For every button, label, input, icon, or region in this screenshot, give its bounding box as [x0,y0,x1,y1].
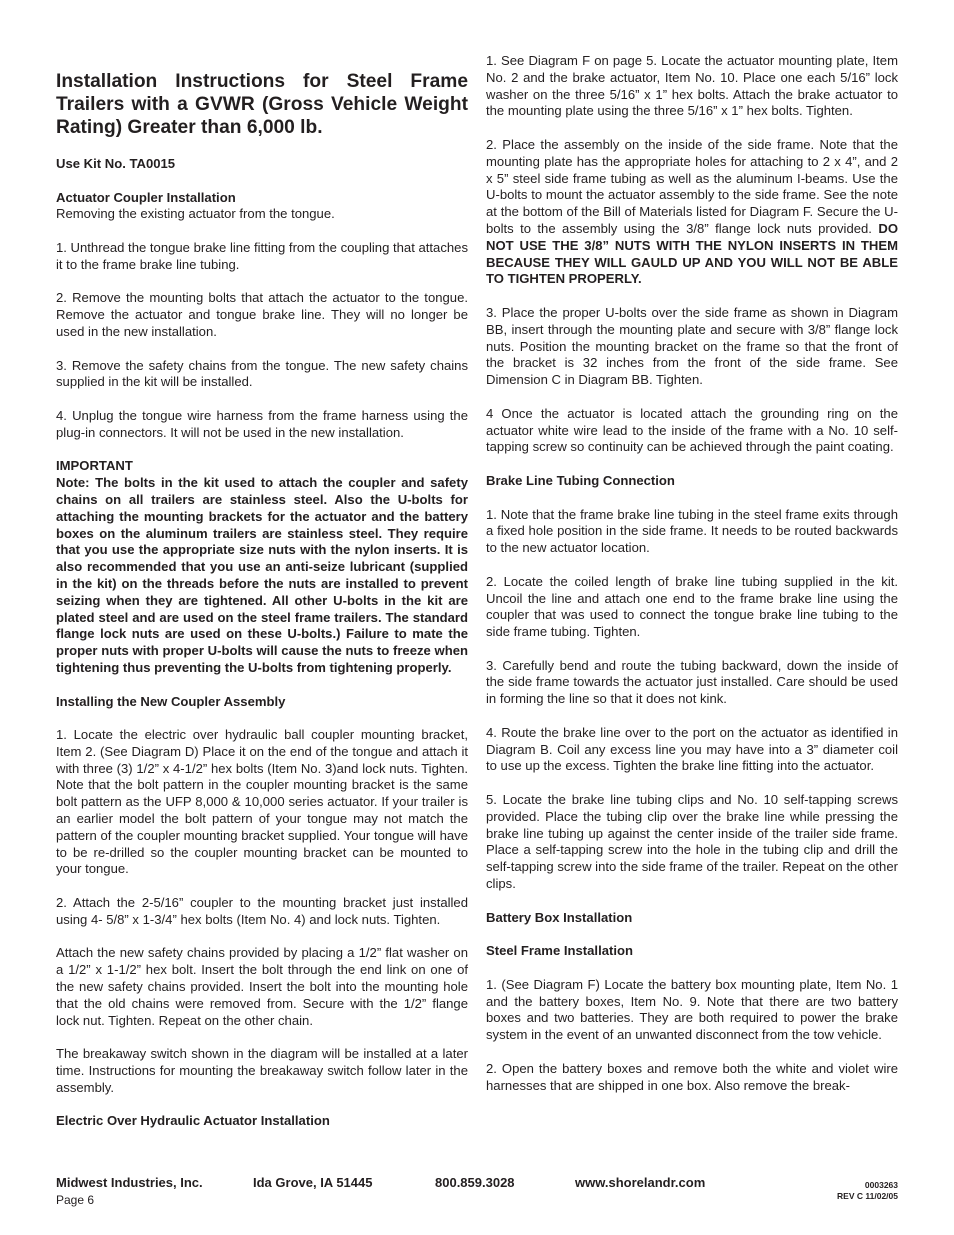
step-1-unthread: 1. Unthread the tongue brake line fitting from the coupling that attaches it to the frame brake line tubing. [56,239,468,272]
nylon-warning: DO NOT USE THE 3/8” NUTS WITH THE NYLON INSERTS IN THEM BECAUSE THEY WILL GAULD UP AND YOU WILL NOT BE ABLE TO TIGHTEN PROPERLY. [486,220,898,287]
important-label: IMPORTANT [56,458,133,474]
footer-phone: 800.859.3028 [435,1175,515,1190]
steel-frame-heading: Steel Frame Installation [486,943,633,959]
footer-page-number: Page 6 [56,1193,95,1207]
left-column [56,70,468,1147]
brake-step-4: 4. Route the brake line over to the port on the actuator as identified in Diagram B. Coil any excess line you may have into a 3” diameter coil to use up the excess. Tighten the brake line fitting into the actuator. [486,724,898,774]
page-footer [56,1175,898,1215]
important-note: Note: The bolts in the kit used to attach the coupler and safety chains on all trailers are stainless steel. Also the U-bolts for attaching the mounting brackets for the actuator and the battery boxes on the aluminum trailers are stainless steel. They require that you use the appropriate size nuts with the nylon inserts. It is also recommended that you use an anti-seize lubricant (supplied in the kit) on the threads before the nuts are installed to prevent seizing when they are tightened. All other U-bolts in the kit are plated steel and are used on the steel frame trailers. The standard flange lock nuts are used on these U-bolts.) Failure to mate the proper nuts with proper U-bolts will cause the nuts to freeze when tightening thus preventing the U-bolts from tightening properly. [56,475,468,675]
safety-chains-text: Attach the new safety chains provided by placing a 1/2” flat washer on a 1/2” x 1-1/2” hex bolt. Insert the bolt through the end link on one of the new safety chains provided. Insert the bolt into the mounting hole that the old chains were removed from. Secure with the 1/2” flange lock nut. Tighten. Repeat on the other chain. [56,945,468,1028]
actuator-step-3: 3. Place the proper U-bolts over the side frame as shown in Diagram BB, insert through the mounting plate and secure with 3/8” flange lock nuts. Position the mounting bracket on the frame so that the front of the bracket is 32 inches from the front of the side frame. See Dimension C in Diagram BB. Tighten. [486,304,898,388]
actuator-section [56,190,468,224]
actuator-step-2-text: 2. Place the assembly on the inside of the side frame. Note that the mounting plate has the appropriate holes for attaching to 2 x 4”, and 2 x 5” steel side frame tubing as well as the aluminum I-beams. Use the U-bolts to mount the actuator assembly to the side frame. See the note at the bottom of the Bill of Materials listed for Diagram F. Secure the U-bolts to the assembly using the 3/8” flange lock nuts provided. [486,136,898,236]
new-coupler-heading: Installing the New Coupler Assembly [56,693,286,709]
footer-company: Midwest Industries, Inc. [56,1175,203,1190]
coupler-step-2: 2. Attach the 2-5/16” coupler to the mounting bracket just installed using 4- 5/8” x 1-3/4” hex bolts (Item No. 4) and lock nuts. Tighten. [56,895,468,927]
battery-step-1: 1. (See Diagram F) Locate the battery box mounting plate, Item No. 1 and the battery boxes, Item No. 9. Note that there are two battery boxes and two batteries. They are both required to power the brake system in the event of an unwanted disconnect from the tow vehicle. [486,976,898,1043]
actuator-step-4: 4 Once the actuator is located attach the grounding ring on the actuator white wire lead to the inside of the frame with a No. 10 self-tapping screw so continuity can be achieved through the paint coating. [486,405,898,455]
actuator-step-2 [486,137,898,288]
brake-step-1: 1. Note that the frame brake line tubing in the steel frame exits through a fixed hole position in the side frame. It needs to be routed backwards to the new actuator location. [486,506,898,556]
brake-step-3: 3. Carefully bend and route the tubing backward, down the inside of the side frame towards the actuator just installed. Care should be used in forming the line so that it does not kink. [486,657,898,707]
kit-number: Use Kit No. TA0015 [56,156,176,171]
step-2-remove-bolts: 2. Remove the mounting bolts that attach the actuator to the tongue. Remove the actuator and tongue brake line. They will no longer be used in the new installation. [56,290,468,339]
brake-step-2: 2. Locate the coiled length of brake line tubing supplied in the kit. Uncoil the line and attach one end to the frame brake line using the coupler that was used to connect the tongue brake line tubing to the side frame tubing. Tighten. [486,573,898,640]
battery-heading: Battery Box Installation [486,909,633,925]
step-3-remove-chains: 3. Remove the safety chains from the tongue. The new safety chains supplied in the kit will be installed. [56,357,468,390]
important-section [56,458,468,676]
removing-text: Removing the existing actuator from the tongue. [56,206,335,222]
right-column [486,53,898,1111]
footer-website: www.shorelandr.com [575,1175,706,1190]
page-title: Installation Instructions for Steel Frame Trailers with a GVWR (Gross Vehicle Weight Rating) Greater than 6,000 lb. [56,71,468,138]
actuator-heading: Actuator Coupler Installation [56,189,236,205]
brake-step-5: 5. Locate the brake line tubing clips and No. 10 self-tapping screws provided. Place the tubing clip over the brake line while pressing the brake line tubing up against the center inside of the trailer side frame. Place a self-tapping screw into the hole in the tubing clip and drill the self-tapping screw into the side frame of the trailer. Repeat on the other clips. [486,792,898,892]
battery-step-2: 2. Open the battery boxes and remove both the white and violet wire harnesses that are shipped in one box. Also remove the break- [486,1060,898,1093]
step-4-unplug-harness: 4. Unplug the tongue wire harness from the frame harness using the plug-in connectors. It will not be used in the new installation. [56,407,468,440]
footer-revision: REV C 11/02/05 [837,1191,898,1201]
actuator-step-1: 1. See Diagram F on page 5. Locate the actuator mounting plate, Item No. 2 and the brake actuator, Item No. 10. Place one each 5/16” lock washer on the three 5/16” x 1” hex bolts. Attach the brake actuator to the mounting plate using the three 5/16” x 1” hex bolts. Tighten. [486,53,898,119]
eoh-heading: Electric Over Hydraulic Actuator Installation [56,1113,330,1129]
brake-line-heading: Brake Line Tubing Connection [486,472,675,488]
footer-city: Ida Grove, IA 51445 [253,1175,373,1190]
footer-doc-number: 0003263 [864,1180,898,1190]
coupler-step-1: 1. Locate the electric over hydraulic ball coupler mounting bracket, Item 2. (See Diagram D) Place it on the end of the tongue and attach it with three (3) 1/2” x 4-1/2” hex bolts (Item No. 3)and lock nuts. Tighten. Note that the bolt pattern in the coupler mounting bracket is the same bolt pattern as the UFP 8,000 & 10,000 series actuator. If your trailer is an earlier model the bolt pattern of your tongue may not match the pattern of the coupler mounting bracket supplied. Your tongue will have to be re-drilled so the coupler mounting bracket can be mounted to your tongue. [56,727,468,877]
breakaway-text: The breakaway switch shown in the diagram will be installed at a later time. Instructions for mounting the breakaway switch follow later in the assembly. [56,1046,468,1095]
